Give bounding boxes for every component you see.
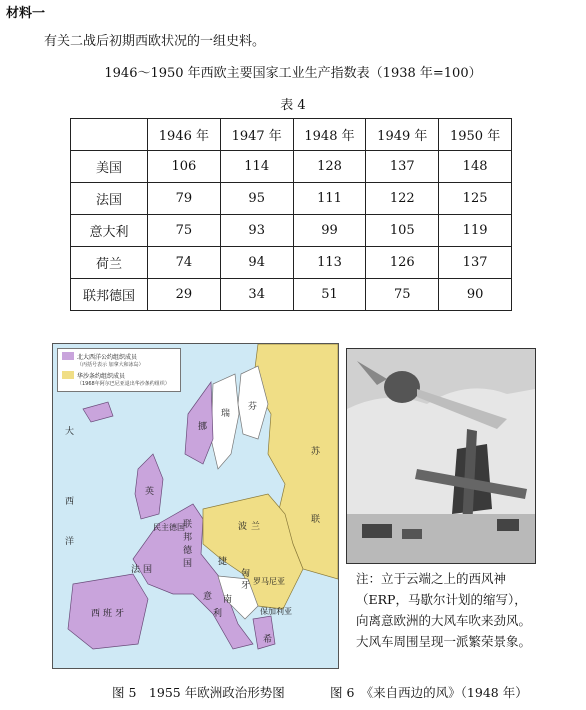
legend-nato-label: 北大西洋公约组织成员 — [77, 354, 138, 361]
map-label: 法 — [131, 565, 141, 575]
map-label: 希 — [263, 635, 273, 645]
table-cell: 111 — [293, 183, 366, 215]
table-cell: 114 — [220, 151, 293, 183]
table-cell: 106 — [148, 151, 221, 183]
table-row — [71, 151, 512, 183]
table-row — [71, 247, 512, 279]
table-cell: 94 — [220, 247, 293, 279]
cartoon-illustration — [346, 348, 536, 564]
map-label: 牙 — [241, 581, 251, 591]
cartoon-graphic — [347, 349, 535, 563]
row-header: 法国 — [71, 183, 148, 215]
row-header: 美国 — [71, 151, 148, 183]
map-label: 国 — [143, 565, 153, 575]
table-cell: 125 — [439, 183, 512, 215]
table-cell: 51 — [293, 279, 366, 311]
map-label: 牙 — [115, 609, 125, 619]
map-label: 保加利亚 — [260, 607, 292, 616]
table-cell: 75 — [148, 215, 221, 247]
table-cell: 128 — [293, 151, 366, 183]
header-cell: 1950 年 — [439, 119, 512, 151]
map-label: 德 — [183, 546, 193, 556]
map-label: 罗马尼亚 — [253, 577, 285, 586]
map-label: 大 — [65, 427, 75, 437]
map-label: 兰 — [251, 522, 261, 532]
table-cell: 119 — [439, 215, 512, 247]
legend-warsaw-swatch — [62, 371, 74, 379]
map-label: 捷 — [218, 557, 228, 567]
table-cell: 122 — [366, 183, 439, 215]
legend-warsaw-note: （1968年阿尔巴尼亚退出华沙条约组织） — [77, 381, 170, 387]
table-row — [71, 183, 512, 215]
building-shape — [497, 519, 519, 531]
table-cell: 34 — [220, 279, 293, 311]
industrial-index-table — [70, 118, 512, 311]
map-label: 西 — [65, 497, 75, 507]
cartoon-note: 注：立于云端之上的西风神（ERP，马歇尔计划的缩写），向离意欧洲的大风车吹来劲风。大风车周围呈现一派繁荣景象。 — [356, 571, 532, 649]
map-label: 南 — [223, 595, 233, 605]
europe-1955-map — [52, 343, 339, 669]
map-label: 民主德国 — [153, 523, 185, 532]
row-header: 荷兰 — [71, 247, 148, 279]
header-cell: 1949 年 — [366, 119, 439, 151]
section-heading: 材料一 — [6, 6, 46, 21]
cart-shape — [402, 529, 422, 539]
table-cell: 93 — [220, 215, 293, 247]
map-label: 苏 — [311, 447, 321, 457]
map-label: 瑞 — [221, 409, 231, 419]
intro-text: 有关二战后初期西欧状况的一组史料。 — [44, 34, 266, 49]
header-cell: 1947 年 — [220, 119, 293, 151]
table-cell: 99 — [293, 215, 366, 247]
map-label: 芬 — [248, 402, 258, 412]
table-cell: 74 — [148, 247, 221, 279]
table-cell: 75 — [366, 279, 439, 311]
legend-warsaw — [62, 371, 170, 387]
table-title: 1946～1950 年西欧主要国家工业生产指数表（1938 年=100） — [104, 66, 482, 81]
table-cell: 95 — [220, 183, 293, 215]
map-label: 波 — [238, 522, 248, 532]
legend-warsaw-label: 华沙条约组织成员 — [77, 373, 126, 380]
table-cell: 126 — [366, 247, 439, 279]
row-header: 意大利 — [71, 215, 148, 247]
table-cell: 79 — [148, 183, 221, 215]
header-cell: 1946 年 — [148, 119, 221, 151]
header-cell — [71, 119, 148, 151]
map-graphic — [53, 344, 338, 668]
map-label: 国 — [183, 559, 193, 569]
header-cell: 1948 年 — [293, 119, 366, 151]
table-cell: 29 — [148, 279, 221, 311]
wind-god-head — [384, 371, 420, 403]
row-header: 联邦德国 — [71, 279, 148, 311]
table-row — [71, 215, 512, 247]
map-label: 邦 — [183, 533, 193, 543]
figure6-caption: 图 6 《来自西边的风》（1948 年） — [330, 685, 528, 700]
map-label: 匈 — [241, 569, 251, 579]
legend-nato-swatch — [62, 352, 74, 360]
table-row — [71, 279, 512, 311]
table-cell: 148 — [439, 151, 512, 183]
map-legend — [57, 348, 181, 392]
truck-shape — [362, 524, 392, 538]
map-label: 班 — [103, 609, 113, 619]
figure5-caption: 图 5 1955 年欧洲政治形势图 — [112, 685, 285, 700]
table-cell: 137 — [366, 151, 439, 183]
table-cell: 137 — [439, 247, 512, 279]
map-label: 意 — [203, 592, 213, 602]
map-label: 联 — [311, 515, 321, 525]
map-label: 洋 — [65, 537, 75, 547]
map-label: 联 — [183, 520, 193, 530]
legend-nato-note: （丙括号表示 加拿大和冰岛） — [77, 362, 144, 368]
map-label: 西 — [91, 609, 101, 619]
map-label: 英 — [145, 487, 155, 497]
legend-nato — [62, 352, 144, 368]
table-cell: 90 — [439, 279, 512, 311]
map-label: 利 — [213, 609, 223, 619]
table-header-row — [71, 119, 512, 151]
table-label: 表 4 — [280, 98, 306, 113]
map-label: 挪 — [198, 422, 208, 432]
table-cell: 113 — [293, 247, 366, 279]
table-cell: 105 — [366, 215, 439, 247]
